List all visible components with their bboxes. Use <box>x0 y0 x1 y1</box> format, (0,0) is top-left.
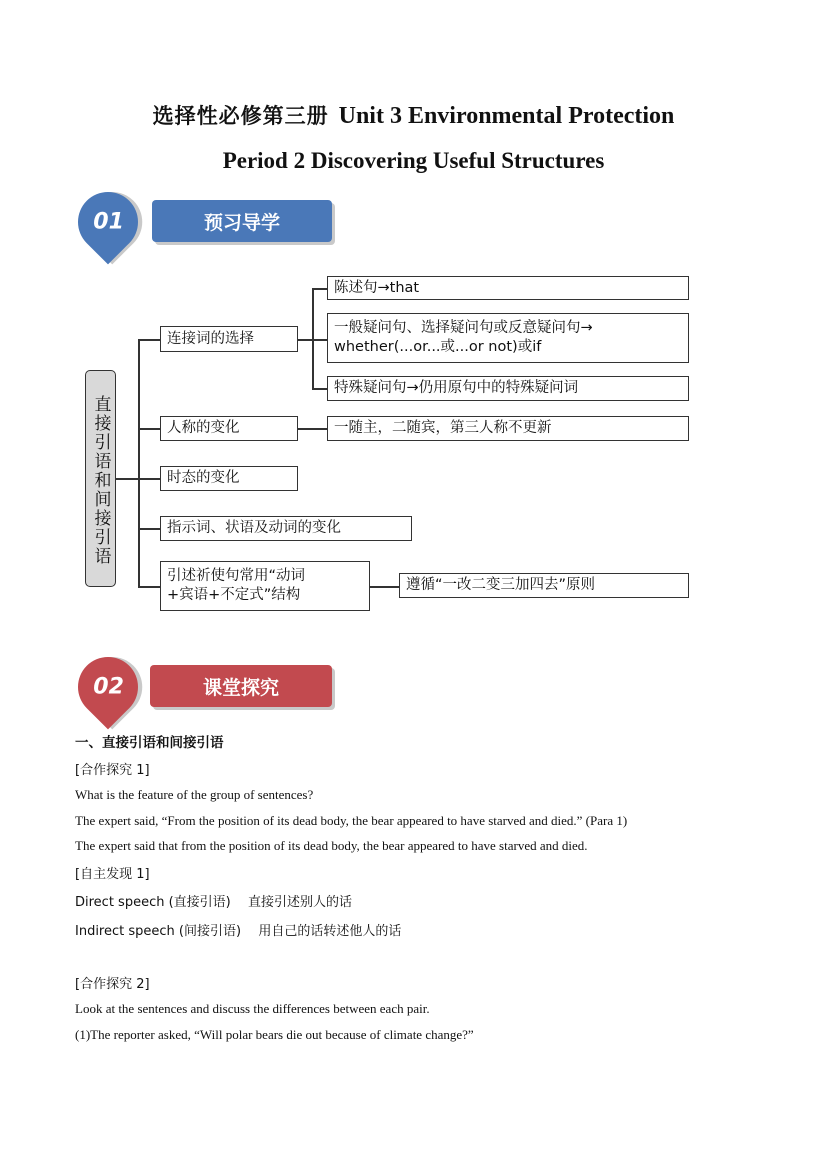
definition-indirect-desc: 用自己的话转述他人的话 <box>258 924 402 939</box>
conj-sub-general-line1: 一般疑问句、选择疑问句或反意疑问句→ <box>334 320 593 336</box>
document-subtitle: Period 2 Discovering Useful Structures <box>222 148 605 173</box>
section-2-number-badge <box>66 645 151 730</box>
definition-indirect <box>75 920 401 939</box>
conj-sub-general-question <box>327 313 689 363</box>
definition-direct <box>75 891 352 910</box>
section-1-label: 预习导学 <box>152 200 332 242</box>
branch-tense: 时态的变化 <box>160 466 298 491</box>
sentence-indirect: The expert said that from the position of its dead body, the bear appeared to have starved and died. <box>75 838 588 853</box>
title-cn: 选择性必修第三册 <box>152 104 329 128</box>
branch-imperative-line2: +宾语+不定式”结构 <box>167 587 301 603</box>
document-title <box>0 100 827 130</box>
diagram-root: 直接引语和间接引语 <box>85 370 116 587</box>
section-2-number: 02 <box>92 674 124 700</box>
branch-imperative <box>160 561 370 611</box>
conj-sub-general-line2: whether(...or...或...or not)或if <box>334 339 542 355</box>
question-1: What is the feature of the group of sentences? <box>75 787 314 802</box>
tag-cooperative-2: [合作探究 2] <box>75 977 150 992</box>
branch-person: 人称的变化 <box>160 416 298 441</box>
section-1-number: 01 <box>92 209 124 235</box>
sentence-direct: The expert said, “From the position of its dead body, the bear appeared to have starved and died.” (Para 1) <box>75 813 628 828</box>
branch-demonstratives: 指示词、状语及动词的变化 <box>160 516 412 541</box>
imperative-sub: 遵循“一改二变三加四去”原则 <box>399 573 689 598</box>
person-sub: 一随主，二随宾，第三人称不更新 <box>327 416 689 441</box>
tag-cooperative-1: [合作探究 1] <box>75 763 150 778</box>
tag-discover-1: [自主发现 1] <box>75 867 150 882</box>
branch-imperative-line1: 引述祈使句常用“动词 <box>167 568 306 584</box>
content-heading: 一、直接引语和间接引语 <box>75 735 224 751</box>
sentence-reporter: (1)The reporter asked, “Will polar bears die out because of climate change?” <box>75 1027 474 1042</box>
definition-indirect-term: Indirect speech (间接引语) <box>75 924 242 939</box>
branch-conjunction: 连接词的选择 <box>160 326 298 352</box>
definition-direct-term: Direct speech (直接引语) <box>75 895 231 910</box>
title-en: Unit 3 Environmental Protection <box>338 103 675 129</box>
question-2: Look at the sentences and discuss the differences between each pair. <box>75 1001 430 1016</box>
definition-direct-desc: 直接引述别人的话 <box>248 895 353 910</box>
section-2-label: 课堂探究 <box>150 665 332 707</box>
conj-sub-declarative: 陈述句→that <box>327 276 689 300</box>
section-1-number-badge <box>66 180 151 265</box>
conj-sub-special-question: 特殊疑问句→仍用原句中的特殊疑问词 <box>327 376 689 401</box>
